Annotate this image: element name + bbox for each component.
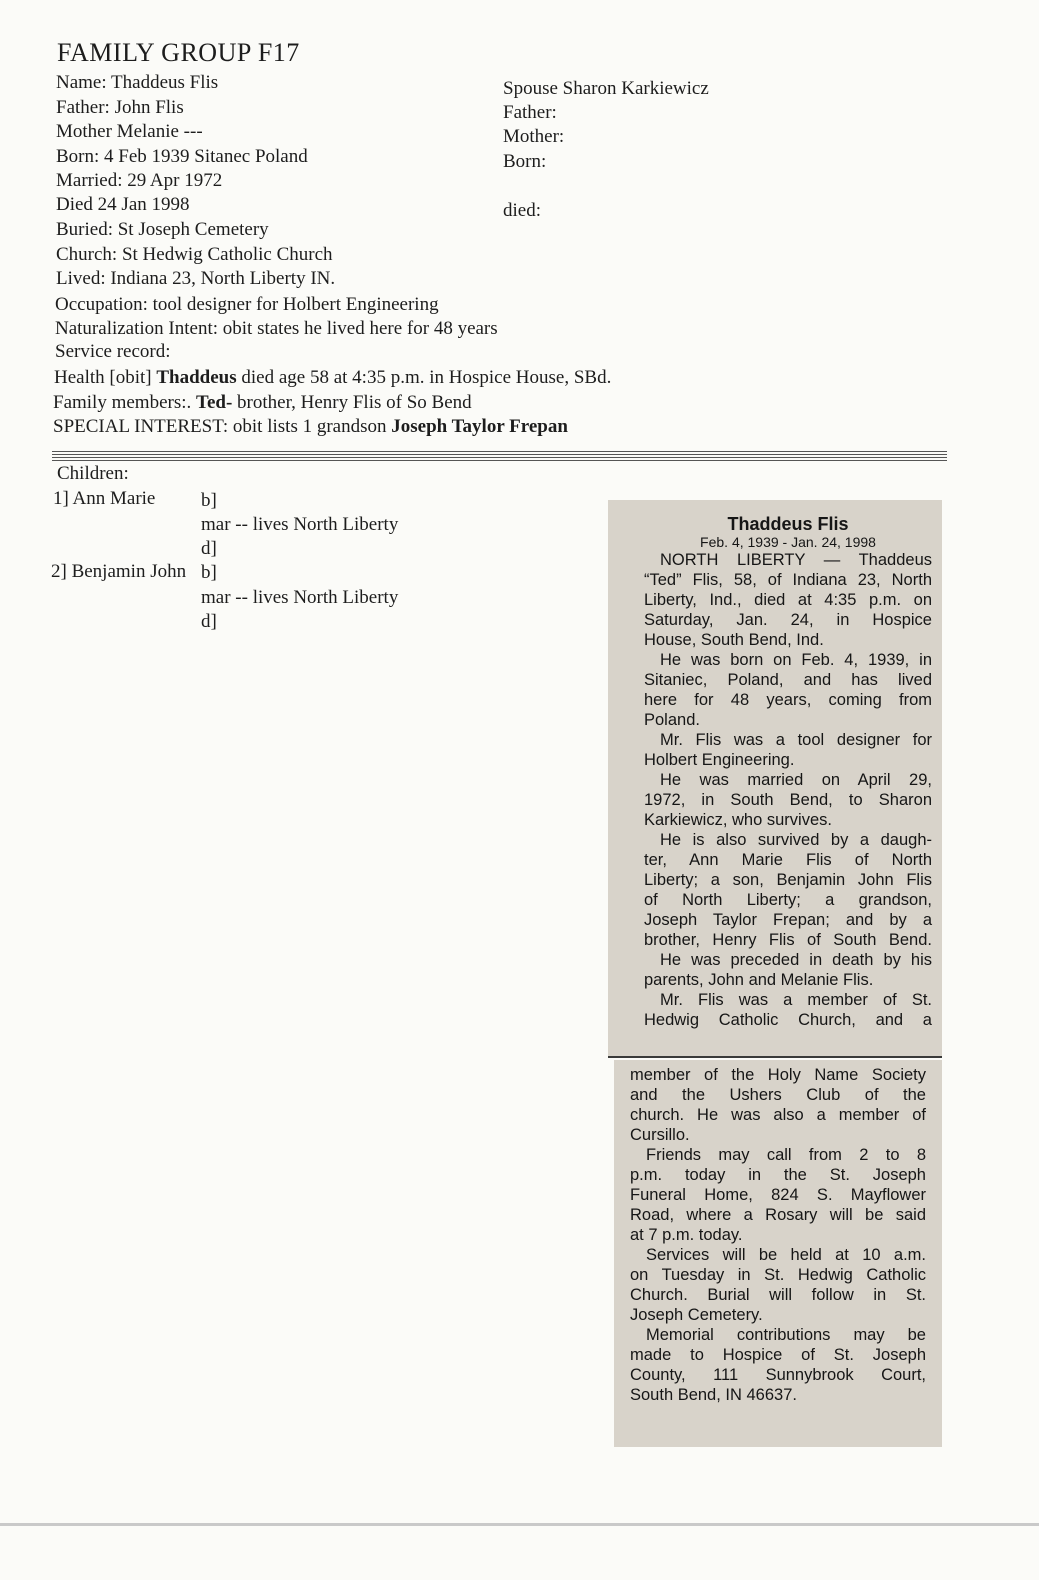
obituary-line: Poland. bbox=[644, 711, 700, 729]
person-church: Church: St Hedwig Catholic Church bbox=[56, 244, 333, 265]
obituary-line: here for 48 years, coming from bbox=[644, 691, 932, 709]
obituary-line: Saturday, Jan. 24, in Hospice bbox=[644, 611, 932, 629]
page-title: FAMILY GROUP F17 bbox=[57, 38, 300, 67]
person-married: Married: 29 Apr 1972 bbox=[56, 170, 223, 191]
obituary-dates: Feb. 4, 1939 - Jan. 24, 1998 bbox=[700, 534, 876, 550]
obituary-line: Cursillo. bbox=[630, 1126, 690, 1144]
obituary-line: Memorial contributions may be bbox=[646, 1326, 926, 1344]
obituary-line: Sitaniec, Poland, and has lived bbox=[644, 671, 932, 689]
obituary-line: Church. Burial will follow in St. bbox=[630, 1286, 926, 1304]
person-occupation: Occupation: tool designer for Holbert Engineering bbox=[55, 294, 439, 315]
person-mother: Mother Melanie --- bbox=[56, 121, 203, 142]
person-lived: Lived: Indiana 23, North Liberty IN. bbox=[56, 268, 336, 289]
child-1-married: mar -- lives North Liberty bbox=[201, 514, 399, 535]
obituary-line: House, South Bend, Ind. bbox=[644, 631, 824, 649]
obituary-line: ter, Ann Marie Flis of North bbox=[644, 851, 932, 869]
spouse-mother: Mother: bbox=[503, 126, 565, 147]
person-born: Born: 4 Feb 1939 Sitanec Poland bbox=[56, 146, 308, 167]
health-text: died age 58 at 4:35 p.m. in Hospice House, SBd. bbox=[236, 367, 612, 388]
child-2-born: b] bbox=[201, 562, 217, 583]
spouse-father: Father: bbox=[503, 102, 557, 123]
person-buried: Buried: St Joseph Cemetery bbox=[56, 219, 269, 240]
obituary-line: church. He was also a member of bbox=[630, 1106, 926, 1124]
special-grandson: Joseph Taylor Frepan bbox=[391, 416, 568, 437]
child-2-name: 2] Benjamin John bbox=[51, 561, 187, 582]
obituary-line: Joseph Cemetery. bbox=[630, 1306, 763, 1324]
obituary-line: p.m. today in the St. Joseph bbox=[630, 1166, 926, 1184]
family-text: brother, Henry Flis of So Bend bbox=[232, 392, 472, 413]
family-prefix: Family members:. bbox=[53, 392, 197, 413]
obituary-line: Holbert Engineering. bbox=[644, 751, 795, 769]
obituary-clipping-top bbox=[608, 500, 942, 1058]
obituary-line: He was married on April 29, bbox=[660, 771, 932, 789]
obituary-column-2 bbox=[630, 1065, 926, 1405]
spouse-born: Born: bbox=[503, 151, 547, 172]
obituary-line: Friends may call from 2 to 8 bbox=[646, 1146, 926, 1164]
obituary-line: Karkiewicz, who survives. bbox=[644, 811, 832, 829]
obituary-line: He was preceded in death by his bbox=[660, 951, 932, 969]
obituary-line: Liberty, Ind., died at 4:35 p.m. on bbox=[644, 591, 932, 609]
obituary-line: 1972, in South Bend, to Sharon bbox=[644, 791, 932, 809]
person-service-record: Service record: bbox=[55, 341, 171, 362]
person-naturalization: Naturalization Intent: obit states he lived here for 48 years bbox=[55, 318, 498, 339]
child-2-died: d] bbox=[201, 611, 217, 632]
section-divider bbox=[52, 451, 947, 463]
obituary-line: South Bend, IN 46637. bbox=[630, 1386, 797, 1404]
obituary-line: Mr. Flis was a tool designer for bbox=[660, 731, 932, 749]
health-name: Thaddeus bbox=[156, 367, 237, 388]
obituary-line: “Ted” Flis, 58, of Indiana 23, North bbox=[644, 571, 932, 589]
person-father: Father: John Flis bbox=[56, 97, 184, 118]
obituary-line: Hedwig Catholic Church, and a bbox=[644, 1011, 932, 1029]
children-heading: Children: bbox=[57, 463, 129, 484]
obituary-line: brother, Henry Flis of South Bend. bbox=[644, 931, 932, 949]
obituary-line: and the Ushers Club of the bbox=[630, 1086, 926, 1104]
family-nickname: Ted- bbox=[196, 392, 233, 413]
obituary-line: He is also survived by a daugh- bbox=[660, 831, 932, 849]
obituary-line: Road, where a Rosary will be said bbox=[630, 1206, 926, 1224]
child-1-died: d] bbox=[201, 538, 217, 559]
obituary-line: made to Hospice of St. Joseph bbox=[630, 1346, 926, 1364]
spouse-name: Spouse Sharon Karkiewicz bbox=[503, 78, 709, 99]
obituary-column-1 bbox=[644, 550, 932, 1030]
obituary-line: Funeral Home, 824 S. Mayflower bbox=[630, 1186, 926, 1204]
person-name: Name: Thaddeus Flis bbox=[56, 72, 219, 93]
bottom-edge-line bbox=[0, 1523, 1039, 1526]
obituary-line: He was born on Feb. 4, 1939, in bbox=[660, 651, 932, 669]
person-family-members bbox=[53, 391, 472, 415]
person-died: Died 24 Jan 1998 bbox=[56, 194, 190, 215]
obituary-headline: Thaddeus Flis bbox=[727, 514, 849, 534]
obituary-line: on Tuesday in St. Hedwig Catholic bbox=[630, 1266, 926, 1284]
person-special-interest bbox=[53, 415, 568, 439]
obituary-line: of North Liberty; a grandson, bbox=[644, 891, 932, 909]
obituary-line: County, 111 Sunnybrook Court, bbox=[630, 1366, 926, 1384]
child-1-name: 1] Ann Marie bbox=[53, 488, 156, 509]
spouse-died: died: bbox=[503, 200, 541, 221]
obituary-line: NORTH LIBERTY — Thaddeus bbox=[660, 551, 932, 569]
child-2-married: mar -- lives North Liberty bbox=[201, 587, 399, 608]
obituary-line: Mr. Flis was a member of St. bbox=[660, 991, 932, 1009]
obituary-clipping-bottom bbox=[614, 1060, 942, 1447]
obituary-line: parents, John and Melanie Flis. bbox=[644, 971, 874, 989]
obituary-line: Liberty; a son, Benjamin John Flis bbox=[644, 871, 932, 889]
obituary-line: member of the Holy Name Society bbox=[630, 1066, 926, 1084]
child-1-born: b] bbox=[201, 490, 217, 511]
special-prefix: SPECIAL INTEREST: obit lists 1 grandson bbox=[53, 416, 392, 437]
person-health bbox=[54, 366, 611, 390]
obituary-line: Services will be held at 10 a.m. bbox=[646, 1246, 926, 1264]
obituary-line: Joseph Taylor Frepan; and by a bbox=[644, 911, 932, 929]
health-prefix: Health [obit] bbox=[54, 367, 157, 388]
obituary-line: at 7 p.m. today. bbox=[630, 1226, 743, 1244]
